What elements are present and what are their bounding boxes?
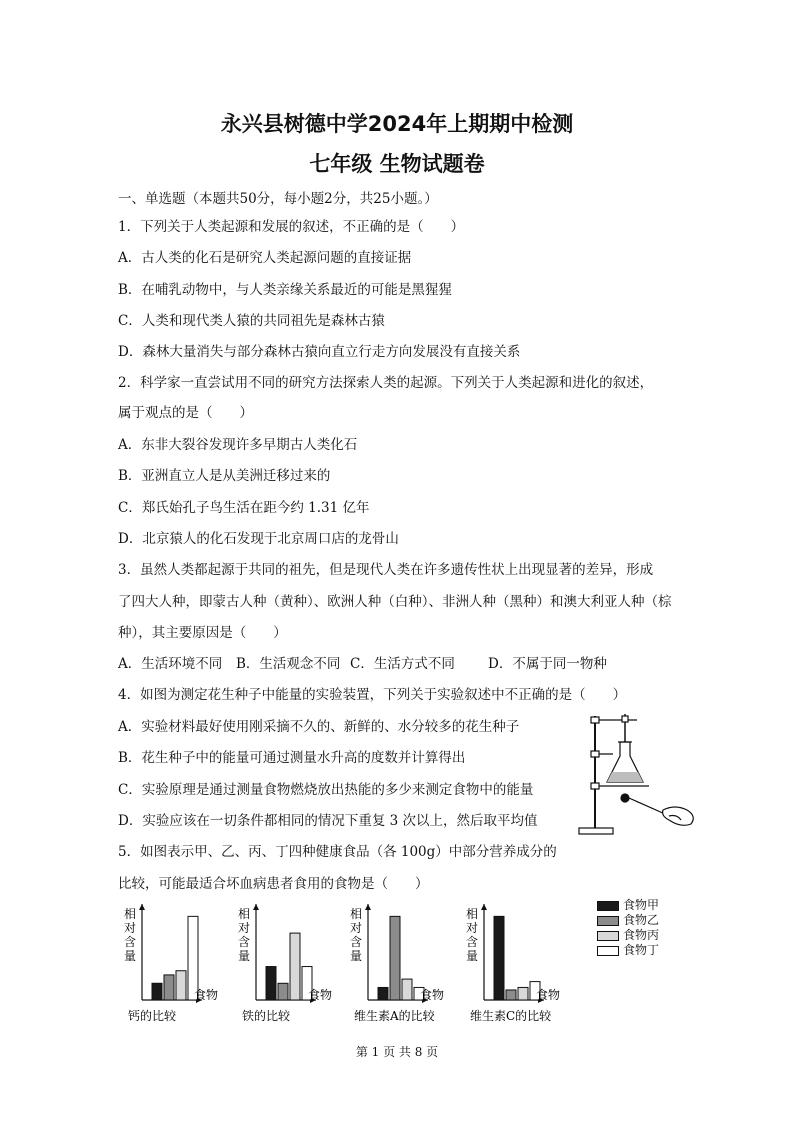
chart-iron bbox=[234, 900, 346, 1026]
q3-option-a: A．生活环境不同 bbox=[118, 656, 223, 672]
q2-option-d: D．北京猿人的化石发现于北京周口店的龙骨山 bbox=[118, 531, 399, 547]
chart-legend bbox=[597, 898, 677, 958]
y-axis-label-char: 含 bbox=[238, 935, 251, 949]
y-axis-label-char: 量 bbox=[238, 949, 251, 963]
chart-title: 钙的比较 bbox=[128, 1009, 177, 1023]
y-axis-label-char: 含 bbox=[124, 935, 137, 949]
energy-apparatus-figure bbox=[577, 710, 701, 838]
legend-swatch bbox=[597, 901, 619, 911]
legend-label: 食物甲 bbox=[623, 898, 660, 912]
bar-食物乙 bbox=[278, 983, 288, 1000]
q4-option-b: B．花生种子中的能量可通过测量水升高的度数并计算得出 bbox=[118, 750, 466, 766]
y-axis-label-char: 对 bbox=[350, 921, 363, 935]
legend-label: 食物丙 bbox=[623, 928, 660, 942]
legend-label: 食物乙 bbox=[623, 913, 660, 927]
page-subtitle: 七年级 生物试题卷 bbox=[309, 152, 485, 176]
q3-stem-line2: 了四大人种，即蒙古人种（黄种）、欧洲人种（白种）、非洲人种（黑种）和澳大利亚人种（棕 bbox=[118, 594, 672, 610]
q1-option-c: C．人类和现代类人猿的共同祖先是森林古猿 bbox=[118, 313, 385, 329]
q3-option-b: B．生活观念不同 bbox=[236, 656, 341, 672]
y-axis-arrow bbox=[481, 904, 487, 910]
peanut-seed bbox=[621, 794, 629, 802]
bar-食物丙 bbox=[402, 979, 412, 1000]
q1-stem: 1．下列关于人类起源和发展的叙述，不正确的是（ ） bbox=[118, 219, 465, 235]
y-axis-label-char: 相 bbox=[466, 907, 479, 921]
bar-食物乙 bbox=[164, 975, 174, 1000]
q1-option-d: D．森林大量消失与部分森林古猿向直立行走方向发展没有直接关系 bbox=[118, 344, 521, 360]
y-axis-arrow bbox=[139, 904, 145, 910]
chart-vitamin-a bbox=[346, 900, 458, 1026]
bar-食物丙 bbox=[176, 971, 186, 1000]
page-footer: 第 1 页 共 8 页 bbox=[355, 1045, 439, 1059]
q4-option-d: D．实验应该在一切条件都相同的情况下重复 3 次以上，然后取平均值 bbox=[118, 813, 538, 829]
chart-title: 铁的比较 bbox=[242, 1009, 291, 1023]
bar-食物甲 bbox=[266, 967, 276, 1000]
q3-option-c: C．生活方式不同 bbox=[350, 656, 455, 672]
q2-option-a: A．东非大裂谷发现许多早期古人类化石 bbox=[118, 437, 358, 453]
legend-item bbox=[597, 898, 677, 913]
q2-stem-line1: 2．科学家一直尝试用不同的研究方法探索人类的起源。下列关于人类起源和进化的叙述， bbox=[118, 375, 654, 391]
chart-title: 维生素C的比较 bbox=[470, 1009, 552, 1023]
x-axis-label: 食物 bbox=[419, 988, 445, 1002]
chart-vitamin-c bbox=[462, 900, 574, 1026]
bar-食物甲 bbox=[494, 916, 504, 1000]
y-axis-label-char: 对 bbox=[124, 921, 137, 935]
q3-stem-line1: 3．虽然人类都起源于共同的祖先，但是现代人类在许多遗传性状上出现显著的差异，形成 bbox=[118, 562, 654, 578]
bar-食物甲 bbox=[378, 987, 388, 1000]
dissecting-needle bbox=[629, 798, 665, 814]
page-title: 永兴县树德中学2024年上期期中检测 bbox=[220, 112, 574, 136]
section-heading: 一、单选题（本题共50分，每小题2分，共25小题。） bbox=[118, 191, 438, 207]
y-axis-label-char: 量 bbox=[466, 949, 479, 963]
q1-option-b: B．在哺乳动物中，与人类亲缘关系最近的可能是黑猩猩 bbox=[118, 282, 452, 298]
y-axis-label-char: 含 bbox=[466, 935, 479, 949]
legend-item bbox=[597, 913, 677, 928]
chart-calcium bbox=[120, 900, 232, 1026]
x-axis-label: 食物 bbox=[307, 988, 333, 1002]
legend-swatch bbox=[597, 916, 619, 926]
bar-食物乙 bbox=[390, 916, 400, 1000]
y-axis-label-char: 相 bbox=[238, 907, 251, 921]
y-axis-label-char: 相 bbox=[350, 907, 363, 921]
y-axis-label-char: 对 bbox=[238, 921, 251, 935]
hand bbox=[663, 807, 694, 825]
x-axis-label: 食物 bbox=[535, 988, 561, 1002]
legend-swatch bbox=[597, 946, 619, 956]
stand-base bbox=[579, 828, 613, 834]
q4-option-a: A．实验材料最好使用刚采摘不久的、新鲜的、水分较多的花生种子 bbox=[118, 719, 520, 735]
q5-stem-line2: 比较，可能最适合坏血病患者食用的食物是（ ） bbox=[118, 876, 429, 892]
q2-option-c: C．郑氏始孔子鸟生活在距今约 1.31 亿年 bbox=[118, 500, 370, 516]
y-axis-label-char: 量 bbox=[350, 949, 363, 963]
y-axis-label-char: 相 bbox=[124, 907, 137, 921]
legend-label: 食物丁 bbox=[623, 943, 660, 957]
chart-title: 维生素A的比较 bbox=[354, 1009, 435, 1023]
bar-食物甲 bbox=[152, 983, 162, 1000]
legend-item bbox=[597, 943, 677, 958]
y-axis-label-char: 对 bbox=[466, 921, 479, 935]
q4-stem: 4．如图为测定花生种子中能量的实验装置，下列关于实验叙述中不正确的是（ ） bbox=[118, 687, 627, 703]
bar-食物乙 bbox=[506, 990, 516, 1000]
q4-option-c: C．实验原理是通过测量食物燃烧放出热能的多少来测定食物中的能量 bbox=[118, 782, 534, 798]
q1-option-a: A．古人类的化石是研究人类起源问题的直接证据 bbox=[118, 250, 412, 266]
bar-食物丙 bbox=[290, 933, 300, 1000]
y-axis-label-char: 量 bbox=[124, 949, 137, 963]
y-axis-arrow bbox=[253, 904, 259, 910]
y-axis-label-char: 含 bbox=[350, 935, 363, 949]
q2-stem-line2: 属于观点的是（ ） bbox=[118, 405, 253, 421]
bar-食物丙 bbox=[518, 987, 528, 1000]
legend-item bbox=[597, 928, 677, 943]
y-axis-arrow bbox=[365, 904, 371, 910]
x-axis-label: 食物 bbox=[193, 988, 219, 1002]
q2-option-b: B．亚洲直立人是从美洲迁移过来的 bbox=[118, 468, 331, 484]
flask-water bbox=[607, 772, 643, 782]
q5-stem-line1: 5．如图表示甲、乙、丙、丁四种健康食品（各 100g）中部分营养成分的 bbox=[118, 844, 557, 860]
legend-swatch bbox=[597, 931, 619, 941]
q3-option-d: D．不属于同一物种 bbox=[488, 656, 607, 672]
q3-stem-line3: 种），其主要原因是（ ） bbox=[118, 625, 287, 641]
q3-options bbox=[118, 655, 607, 673]
